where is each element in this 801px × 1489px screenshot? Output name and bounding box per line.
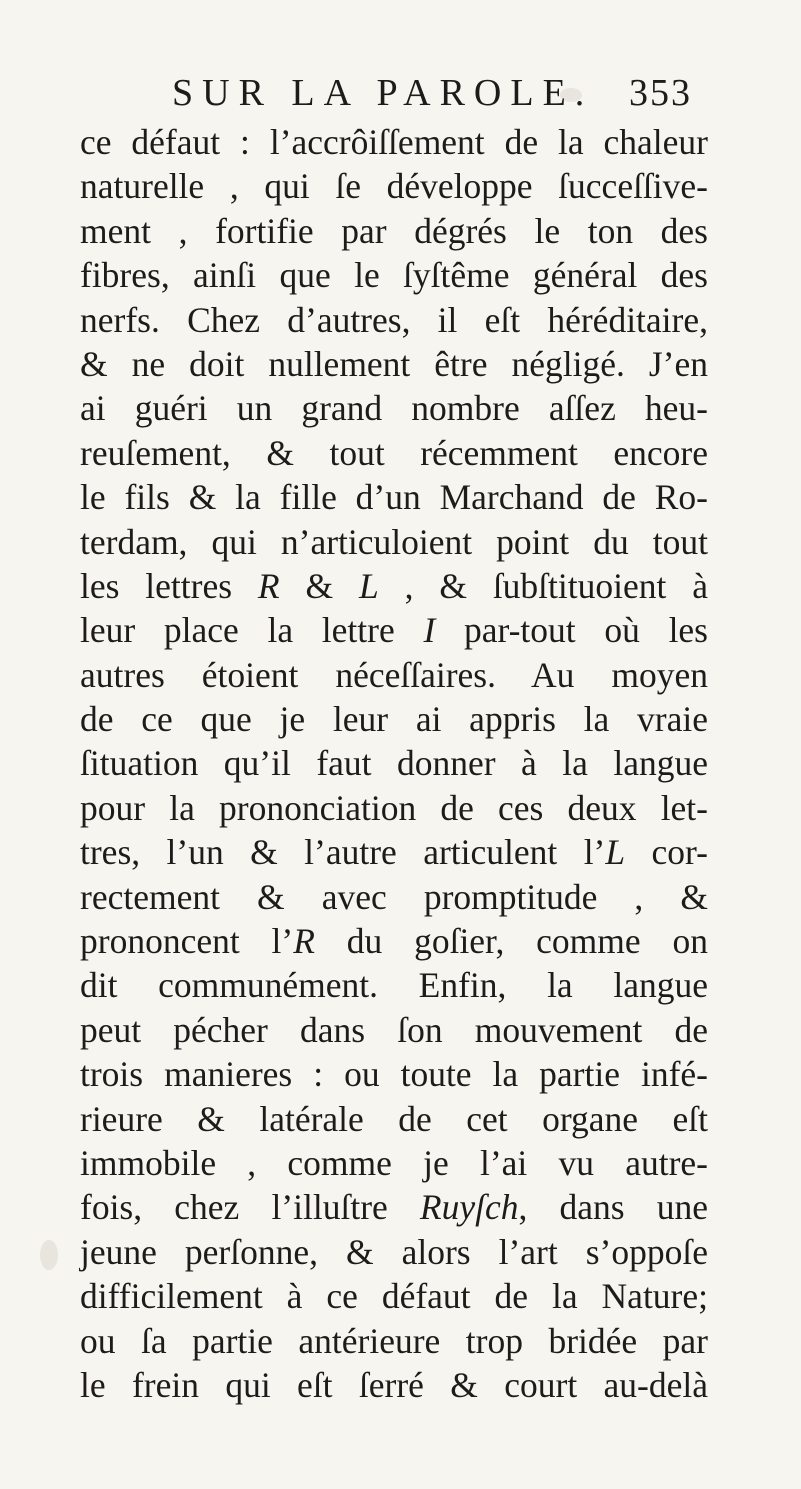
text-line: rectement & avec promptitude , & xyxy=(80,876,708,917)
text-line: ai guéri un grand nombre aſſez heu- xyxy=(80,388,708,429)
text-line: trois manieres : ou toute la partie infé- xyxy=(80,1054,708,1095)
text-line: difficilement à ce défaut de la Nature; xyxy=(80,1276,708,1317)
text-line: rieure & latérale de cet organe eſt xyxy=(80,1098,708,1139)
text-line: immobile , comme je l’ai vu autre- xyxy=(80,1142,708,1183)
running-title: SUR LA PAROLE. xyxy=(172,72,594,114)
text-line: ou ſa partie antérieure trop bridée par xyxy=(80,1320,708,1361)
text-line: nerfs. Chez d’autres, il eſt héréditaire, xyxy=(80,299,708,340)
text-line: autres étoient néceſſaires. Au moyen xyxy=(80,654,708,695)
text-line: le frein qui eſt ſerré & court au-delà xyxy=(80,1364,708,1405)
text-line: de ce que je leur ai appris la vraie xyxy=(80,699,708,740)
paper-blemish xyxy=(40,1240,58,1270)
page-number: 353 xyxy=(629,72,692,114)
text-line: ſituation qu’il faut donner à la langue xyxy=(80,743,708,784)
text-line: le fils & la fille d’un Marchand de Ro- xyxy=(80,477,708,518)
text-line: & ne doit nullement être négligé. J’en xyxy=(80,343,708,384)
text-line: jeune perſonne, & alors l’art s’oppoſe xyxy=(80,1231,708,1272)
body-text xyxy=(80,120,708,1407)
text-line: naturelle , qui ſe développe ſucceſſive- xyxy=(80,166,708,207)
text-line: prononcent l’R du goſier, comme on xyxy=(80,921,708,962)
text-line: fois, chez l’illuſtre Ruyſch, dans une xyxy=(80,1187,708,1228)
text-line: tres, l’un & l’autre articulent l’L cor- xyxy=(80,832,708,873)
text-line: les lettres R & L , & ſubſtituoient à xyxy=(80,565,708,606)
running-head xyxy=(172,68,692,118)
text-line: leur place la lettre I par-tout où les xyxy=(80,610,708,651)
text-line: fibres, ainſi que le ſyſtême général des xyxy=(80,255,708,296)
text-line: reuſement, & tout récemment encore xyxy=(80,432,708,473)
text-line: pour la prononciation de ces deux let- xyxy=(80,787,708,828)
text-line: peut pécher dans ſon mouvement de xyxy=(80,1009,708,1050)
text-line: ce défaut : l’accrôiſſement de la chaleur xyxy=(80,122,708,162)
text-line: ment , fortifie par dégrés le ton des xyxy=(80,210,708,251)
text-line: dit communément. Enfin, la langue xyxy=(80,965,708,1006)
text-line: terdam, qui n’articuloient point du tout xyxy=(80,521,708,562)
